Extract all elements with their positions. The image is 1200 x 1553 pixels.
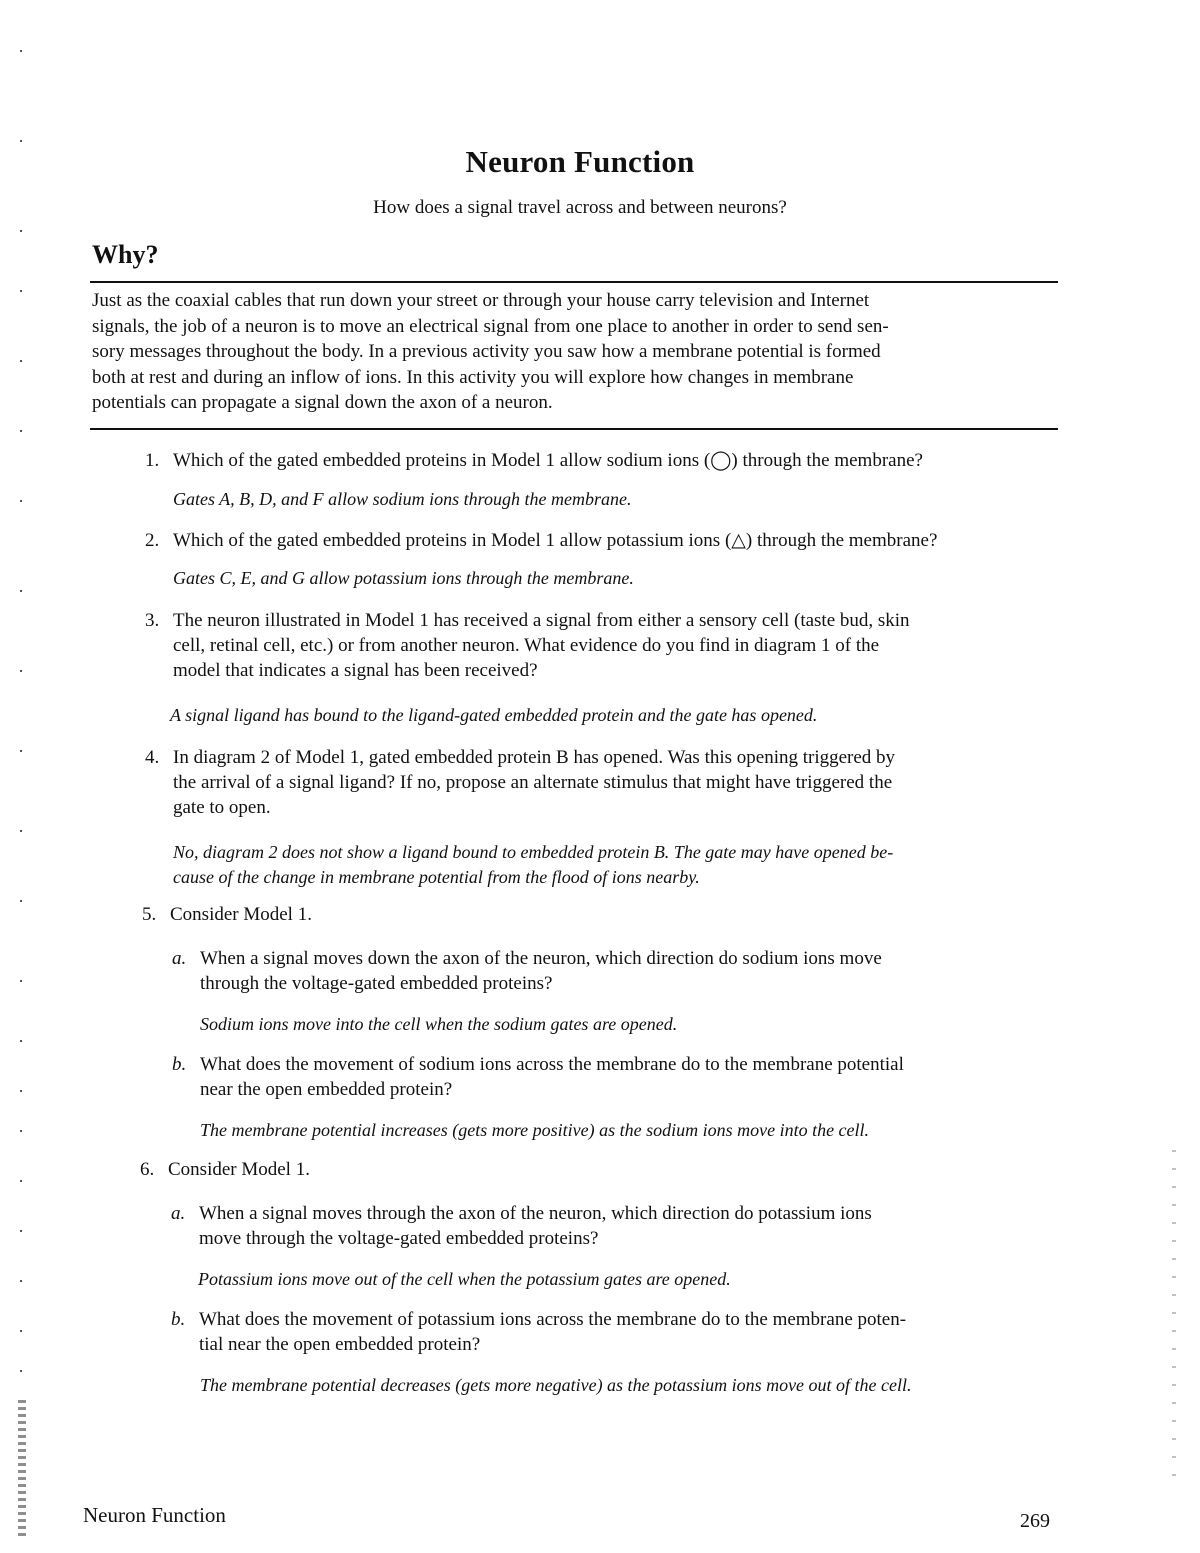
question-text bbox=[173, 745, 1065, 820]
question-line: cell, retinal cell, etc.) or from another neuron. What evidence do you find in diagram 1 of the bbox=[173, 635, 880, 656]
question-line: When a signal moves through the axon of the neuron, which direction do potassium ions bbox=[199, 1203, 872, 1224]
question-line: Which of the gated embedded proteins in Model 1 allow sodium ions (◯) through the membrane? bbox=[173, 450, 923, 471]
question-number: 2. bbox=[145, 530, 160, 551]
answer-4 bbox=[173, 840, 1053, 890]
page-title: Neuron Function bbox=[465, 144, 695, 179]
answer-6b: The membrane potential decreases (gets more negative) as the potassium ions move out of the cell. bbox=[200, 1375, 912, 1395]
question-line: What does the movement of potassium ions across the membrane do to the membrane poten- bbox=[199, 1309, 907, 1330]
question-line: When a signal moves down the axon of the neuron, which direction do sodium ions move bbox=[200, 948, 882, 969]
answer-1 bbox=[173, 487, 1053, 512]
question-number: 4. bbox=[145, 747, 160, 768]
answer-5a: Sodium ions move into the cell when the sodium gates are opened. bbox=[200, 1014, 678, 1034]
why-line: Just as the coaxial cables that run down your street or through your house carry television and Internet bbox=[92, 290, 870, 311]
question-line: Which of the gated embedded proteins in Model 1 allow potassium ions (△) through the membrane? bbox=[173, 530, 938, 551]
question-text bbox=[173, 528, 1065, 553]
answer-line: No, diagram 2 does not show a ligand bound to embedded protein B. The gate may have opened be- bbox=[173, 842, 894, 862]
question-number: 1. bbox=[145, 450, 160, 471]
question-number: 5. bbox=[142, 904, 157, 925]
question-text: Consider Model 1. bbox=[168, 1159, 310, 1180]
why-line: both at rest and during an inflow of ions. In this activity you will explore how changes in membrane bbox=[92, 366, 854, 388]
why-line: signals, the job of a neuron is to move an electrical signal from one place to another in order to send sen- bbox=[92, 315, 889, 337]
question-line: near the open embedded protein? bbox=[200, 1079, 453, 1100]
question-text bbox=[199, 1307, 1059, 1357]
question-line: model that indicates a signal has been received? bbox=[173, 660, 538, 681]
answer-2 bbox=[173, 566, 1053, 591]
page-number: 269 bbox=[1020, 1510, 1050, 1532]
question-text bbox=[200, 1052, 1060, 1102]
question-text: Consider Model 1. bbox=[170, 904, 312, 925]
question-line: What does the movement of sodium ions across the membrane do to the membrane potential bbox=[200, 1054, 904, 1075]
scan-margin-specks bbox=[16, 30, 30, 1540]
question-text bbox=[199, 1201, 1059, 1251]
subquestion-label: b. bbox=[171, 1309, 186, 1330]
bottom-divider bbox=[90, 428, 1058, 430]
why-line: potentials can propagate a signal down the axon of a neuron. bbox=[92, 392, 553, 413]
question-number: 6. bbox=[140, 1159, 155, 1180]
question-number: 3. bbox=[145, 610, 160, 631]
answer-line: Gates C, E, and G allow potassium ions through the membrane. bbox=[173, 568, 634, 588]
question-line: In diagram 2 of Model 1, gated embedded protein B has opened. Was this opening triggered by bbox=[173, 747, 896, 768]
question-text bbox=[173, 448, 1065, 473]
why-heading: Why? bbox=[92, 240, 159, 269]
scan-edge-strip bbox=[18, 1400, 26, 1540]
subquestion-label: b. bbox=[172, 1054, 187, 1075]
question-line: through the voltage-gated embedded proteins? bbox=[200, 973, 553, 994]
answer-line: A signal ligand has bound to the ligand-gated embedded protein and the gate has opened. bbox=[170, 705, 818, 725]
question-line: gate to open. bbox=[173, 797, 271, 818]
answer-6a: Potassium ions move out of the cell when the potassium gates are opened. bbox=[198, 1269, 731, 1289]
scan-right-specks bbox=[1172, 1150, 1176, 1490]
question-line: move through the voltage-gated embedded proteins? bbox=[199, 1228, 599, 1249]
page-subtitle: How does a signal travel across and between neurons? bbox=[373, 197, 787, 218]
subquestion-label: a. bbox=[171, 1203, 186, 1224]
why-paragraph bbox=[92, 288, 1052, 416]
question-line: the arrival of a signal ligand? If no, propose an alternate stimulus that might have triggered the bbox=[173, 772, 893, 793]
question-text bbox=[173, 608, 1065, 683]
subquestion-label: a. bbox=[172, 948, 187, 969]
top-divider bbox=[90, 281, 1058, 283]
question-line: tial near the open embedded protein? bbox=[199, 1334, 481, 1355]
question-text bbox=[200, 946, 1060, 996]
why-line: sory messages throughout the body. In a previous activity you saw how a membrane potential is formed bbox=[92, 341, 881, 362]
answer-line: cause of the change in membrane potential from the flood of ions nearby. bbox=[173, 867, 700, 887]
answer-3 bbox=[170, 703, 1050, 728]
question-line: The neuron illustrated in Model 1 has received a signal from either a sensory cell (taste bud, skin bbox=[173, 610, 910, 631]
answer-line: Gates A, B, D, and F allow sodium ions through the membrane. bbox=[173, 489, 632, 509]
answer-5b: The membrane potential increases (gets more positive) as the sodium ions move into the cell. bbox=[200, 1120, 870, 1140]
footer-title: Neuron Function bbox=[83, 1503, 226, 1527]
